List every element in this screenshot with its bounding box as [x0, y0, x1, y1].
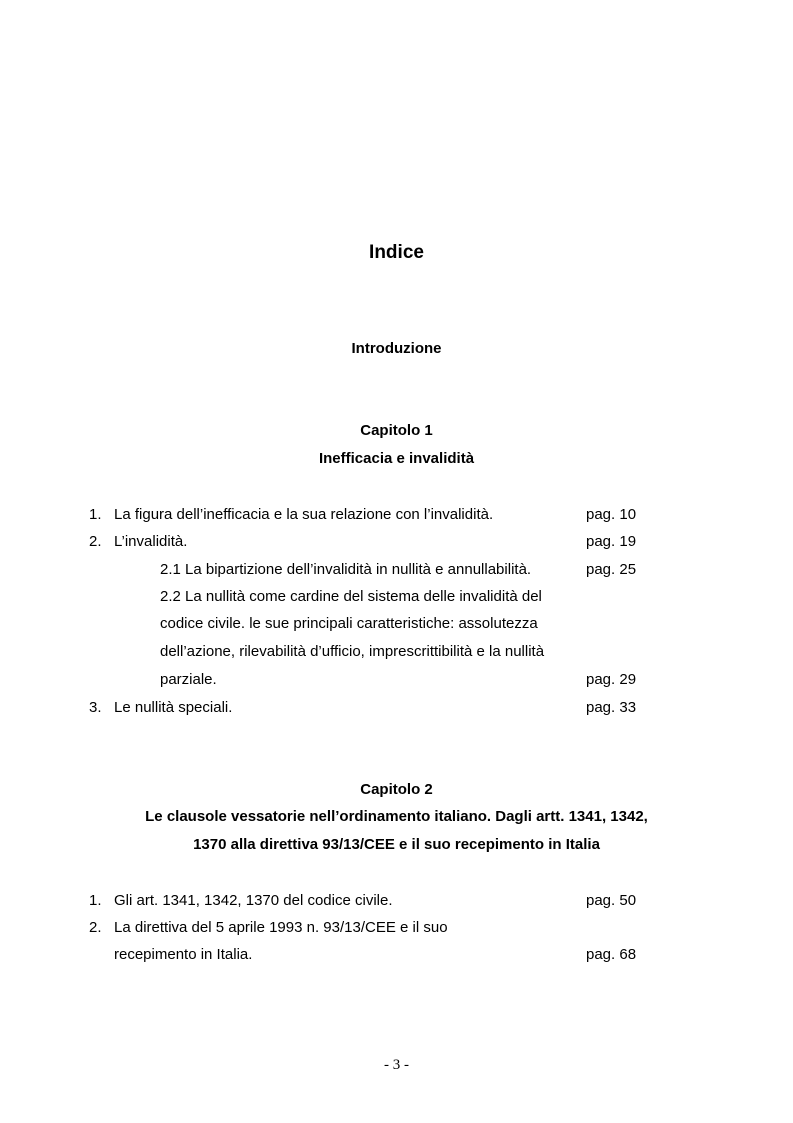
entry-text: La figura dell’inefficacia e la sua relazione con l’invalidità.	[114, 506, 494, 523]
entry-number: 2.	[89, 533, 102, 550]
entry-text: Le nullità speciali.	[114, 699, 233, 716]
entry-text-line-1: La direttiva del 5 aprile 1993 n. 93/13/CEE e il suo	[114, 919, 448, 936]
entry-text: L’invalidità.	[114, 533, 188, 550]
entry-page: pag. 25	[586, 561, 637, 578]
entry-page: pag. 19	[586, 533, 637, 550]
entry-number: 2.	[89, 919, 102, 936]
entry-page: pag. 10	[586, 506, 637, 523]
entry-text: Gli art. 1341, 1342, 1370 del codice civile.	[114, 892, 393, 909]
entry-text-line-3: dell’azione, rilevabilità d’ufficio, imprescrittibilità e la nullità	[160, 643, 545, 660]
page-number: - 3 -	[384, 1057, 409, 1073]
chapter2-title-line-1: Le clausole vessatorie nell’ordinamento italiano. Dagli artt. 1341, 1342,	[145, 808, 648, 825]
entry-text: 2.1 La bipartizione dell’invalidità in nullità e annullabilità.	[160, 561, 532, 578]
introduction-heading[interactable]: Introduzione	[351, 340, 442, 357]
entry-number: 1.	[89, 506, 102, 523]
entry-text-line-2: recepimento in Italia.	[114, 946, 253, 963]
entry-page: pag. 33	[586, 699, 637, 716]
chapter2-title-line-2: 1370 alla direttiva 93/13/CEE e il suo recepimento in Italia	[193, 836, 600, 853]
chapter2-label: Capitolo 2	[360, 781, 433, 798]
entry-text-line-2: codice civile. le sue principali caratteristiche: assolutezza	[160, 615, 538, 632]
chapter1-label: Capitolo 1	[360, 422, 433, 439]
entry-text-line-1: 2.2 La nullità come cardine del sistema delle invalidità del	[160, 588, 542, 605]
entry-page: pag. 50	[586, 892, 637, 909]
entry-number: 3.	[89, 699, 102, 716]
entry-text-line-4: parziale.	[160, 671, 217, 688]
entry-page: pag. 29	[586, 671, 637, 688]
entry-number: 1.	[89, 892, 102, 909]
entry-page: pag. 68	[586, 946, 637, 963]
chapter1-title: Inefficacia e invalidità	[318, 450, 475, 467]
page-title: Indice	[369, 242, 424, 263]
